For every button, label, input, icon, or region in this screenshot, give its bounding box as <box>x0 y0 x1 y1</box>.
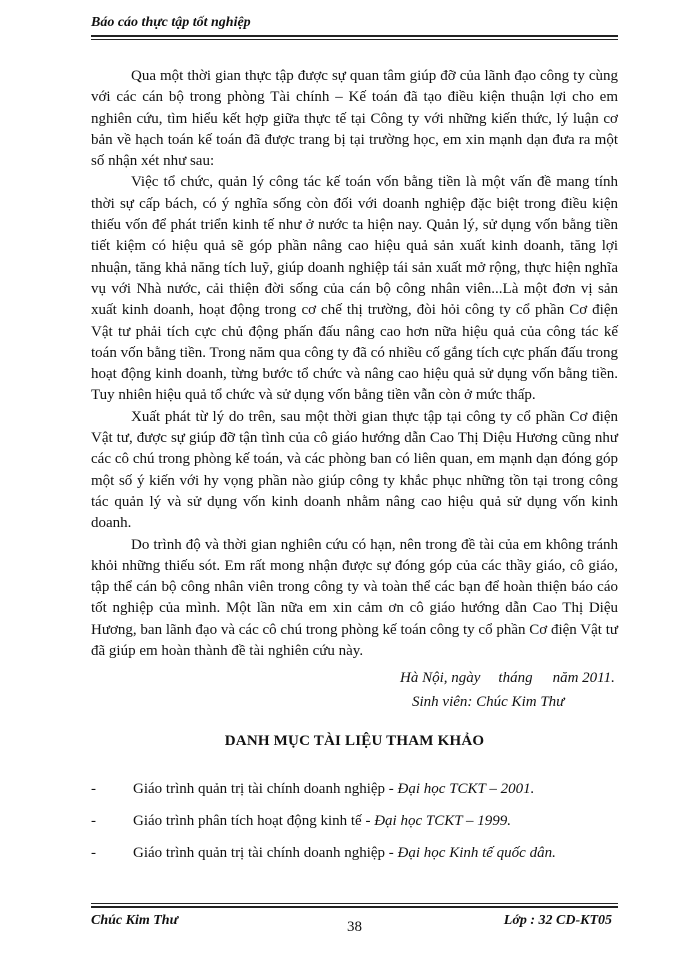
footer-class: Lớp : 32 CD-KT05 <box>503 913 612 928</box>
reference-text: Giáo trình phân tích hoạt động kinh tế - <box>133 813 375 830</box>
paragraph-2: Việc tổ chức, quản lý công tác kế toán vốn bằng tiền là một vấn đề mang tính thời sự cấp bách, có ý nghĩa sống còn đối với doanh nghiệp đặc biệt trong điều kiện thiếu vốn để phát triển kinh tế như ở nước ta hiện nay. Quản lý, sử dụng vốn bằng tiền tiết kiệm có hiệu quả sẽ góp phần nâng cao hiệu quả sản xuất kinh doanh, tăng lợi nhuận, tăng khả năng tích luỹ, giúp doanh nghiệp tái sản xuất mở rộng, thực hiện nghĩa vụ với Nhà nước, cải thiện đời sống của cán bộ công nhân viên...Là một đơn vị sản xuất kinh doanh, hoạt động trong cơ chế thị trường, đòi hỏi công ty cổ phần Cơ điện Vật tư phải tích cực chủ động phấn đấu nâng cao hơn nữa hiệu quả của công tác kế toán vốn bằng tiền. Trong năm qua công ty đã có nhiều cố gắng tích cực phấn đấu trong hoạt động kinh doanh, từng bước tổ chức và nâng cao hiệu quả sử dụng vốn bằng tiền. Tuy nhiên hiệu quả tổ chức và sử dụng vốn bằng tiền vẫn còn ở mức thấp. <box>91 174 618 404</box>
reference-item <box>91 779 618 799</box>
reference-bullet: - <box>91 813 96 830</box>
signature-student: Sinh viên: Chúc Kim Thư <box>412 694 565 711</box>
references-list <box>91 779 618 863</box>
page-header <box>91 14 618 40</box>
references-title: DANH MỤC TÀI LIỆU THAM KHẢO <box>224 733 485 750</box>
header-rule <box>91 35 618 40</box>
reference-source: Đại học TCKT – 2001. <box>397 781 535 798</box>
reference-text: Giáo trình quản trị tài chính doanh nghiệp - <box>133 845 398 862</box>
paragraph-3: Xuất phát từ lý do trên, sau một thời gian thực tập tại công ty cổ phần Cơ điện Vật tư, được sự giúp đỡ tận tình của cô giáo hướng dẫn Cao Thị Diệu Hương cũng như các cô chú trong phòng kế toán, và các phòng ban có liên quan, em mạnh dạn đóng góp một số ý kiến với hy vọng phần nào giúp công ty khắc phục những tồn tại trong công tác quản lý và sử dụng vốn kinh doanh nhằm nâng cao hiệu quả sử dụng vốn kinh doanh. <box>91 408 618 532</box>
page-number: 38 <box>347 919 362 935</box>
main-content <box>91 66 618 875</box>
signature-place-date: Hà Nội, ngày <box>400 670 481 687</box>
reference-bullet: - <box>91 845 96 862</box>
reference-source: Đại học TCKT – 1999. <box>374 813 512 830</box>
reference-text: Giáo trình quản trị tài chính doanh nghiệp - <box>133 781 398 798</box>
page-footer <box>91 903 618 935</box>
paragraph-1: Qua một thời gian thực tập được sự quan tâm giúp đỡ của lãnh đạo công ty cùng với các cán bộ trong phòng Tài chính – Kế toán đã tạo điều kiện thuận lợi cho em nghiên cứu, tìm hiểu kết hợp giữa thực tế tại Công ty với những kiến thức, lý luận cơ bản về hạch toán kế toán đã được trang bị tại trường học, em xin mạnh dạn đưa ra một số nhận xét như sau: <box>91 68 618 170</box>
reference-item <box>91 843 618 863</box>
reference-bullet: - <box>91 781 96 798</box>
reference-source: Đại học Kinh tế quốc dân. <box>397 845 556 862</box>
paragraph-4: Do trình độ và thời gian nghiên cứu có hạn, nên trong đề tài của em không tránh khỏi những thiếu sót. Em rất mong nhận được sự đóng góp của các thầy giáo, cô giáo, tập thể cán bộ công nhân viên trong công ty và toàn thể các bạn để hoàn thiện báo cáo tốt nghiệp của mình. Một lần nữa em xin cảm ơn cô giáo hướng dẫn Cao Thị Diệu Hương, ban lãnh đạo và các cô chú trong phòng kế toán công ty cổ phần Cơ điện Vật tư đã giúp em hoàn thành đề tài nghiên cứu này. <box>91 536 618 660</box>
signature-year: năm 2011. <box>552 670 615 687</box>
signature-month: tháng <box>498 670 533 687</box>
header-title: Báo cáo thực tập tốt nghiệp <box>91 15 251 30</box>
reference-item <box>91 811 618 831</box>
signature-date <box>400 668 618 689</box>
footer-author: Chúc Kim Thư <box>91 913 178 928</box>
